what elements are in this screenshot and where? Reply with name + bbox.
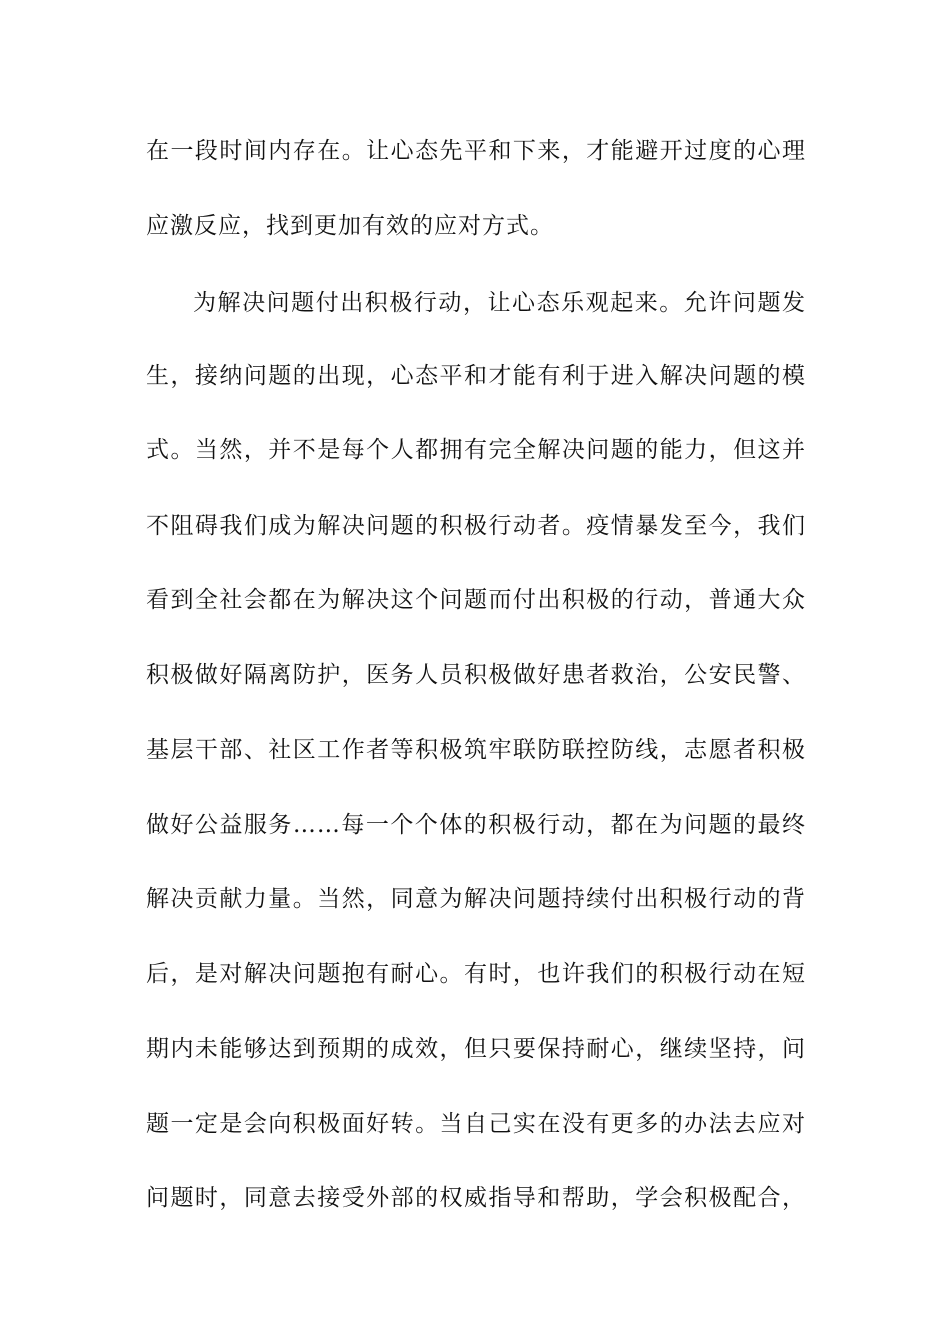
text-line: 在一段时间内存在。让心态先平和下来，才能避开过度的心理 [146, 138, 806, 164]
text-line: 基层干部、社区工作者等积极筑牢联防联控防线，志愿者积极 [146, 737, 806, 763]
text-line: 生，接纳问题的出现，心态平和才能有利于进入解决问题的模 [146, 363, 806, 389]
text-line: 应激反应，找到更加有效的应对方式。 [146, 213, 554, 239]
text-line: 积极做好隔离防护，医务人员积极做好患者救治，公安民警、 [146, 662, 806, 688]
paragraph-first-line: 为解决问题付出积极行动，让心态乐观起来。允许问题发 [193, 290, 806, 316]
text-line: 解决贡献力量。当然，同意为解决问题持续付出积极行动的背 [146, 886, 806, 912]
text-line: 做好公益服务……每一个个体的积极行动，都在为问题的最终 [146, 812, 806, 838]
text-line: 期内未能够达到预期的成效，但只要保持耐心，继续坚持，问 [146, 1036, 806, 1062]
text-line: 不阻碍我们成为解决问题的积极行动者。疫情暴发至今，我们 [146, 513, 806, 539]
text-line: 式。当然，并不是每个人都拥有完全解决问题的能力，但这并 [146, 437, 806, 463]
text-line: 后，是对解决问题抱有耐心。有时，也许我们的积极行动在短 [146, 961, 806, 987]
text-line: 题一定是会向积极面好转。当自己实在没有更多的办法去应对 [146, 1111, 806, 1137]
text-line: 问题时，同意去接受外部的权威指导和帮助，学会积极配合， [146, 1185, 806, 1211]
text-line: 看到全社会都在为解决这个问题而付出积极的行动，普通大众 [146, 587, 806, 613]
